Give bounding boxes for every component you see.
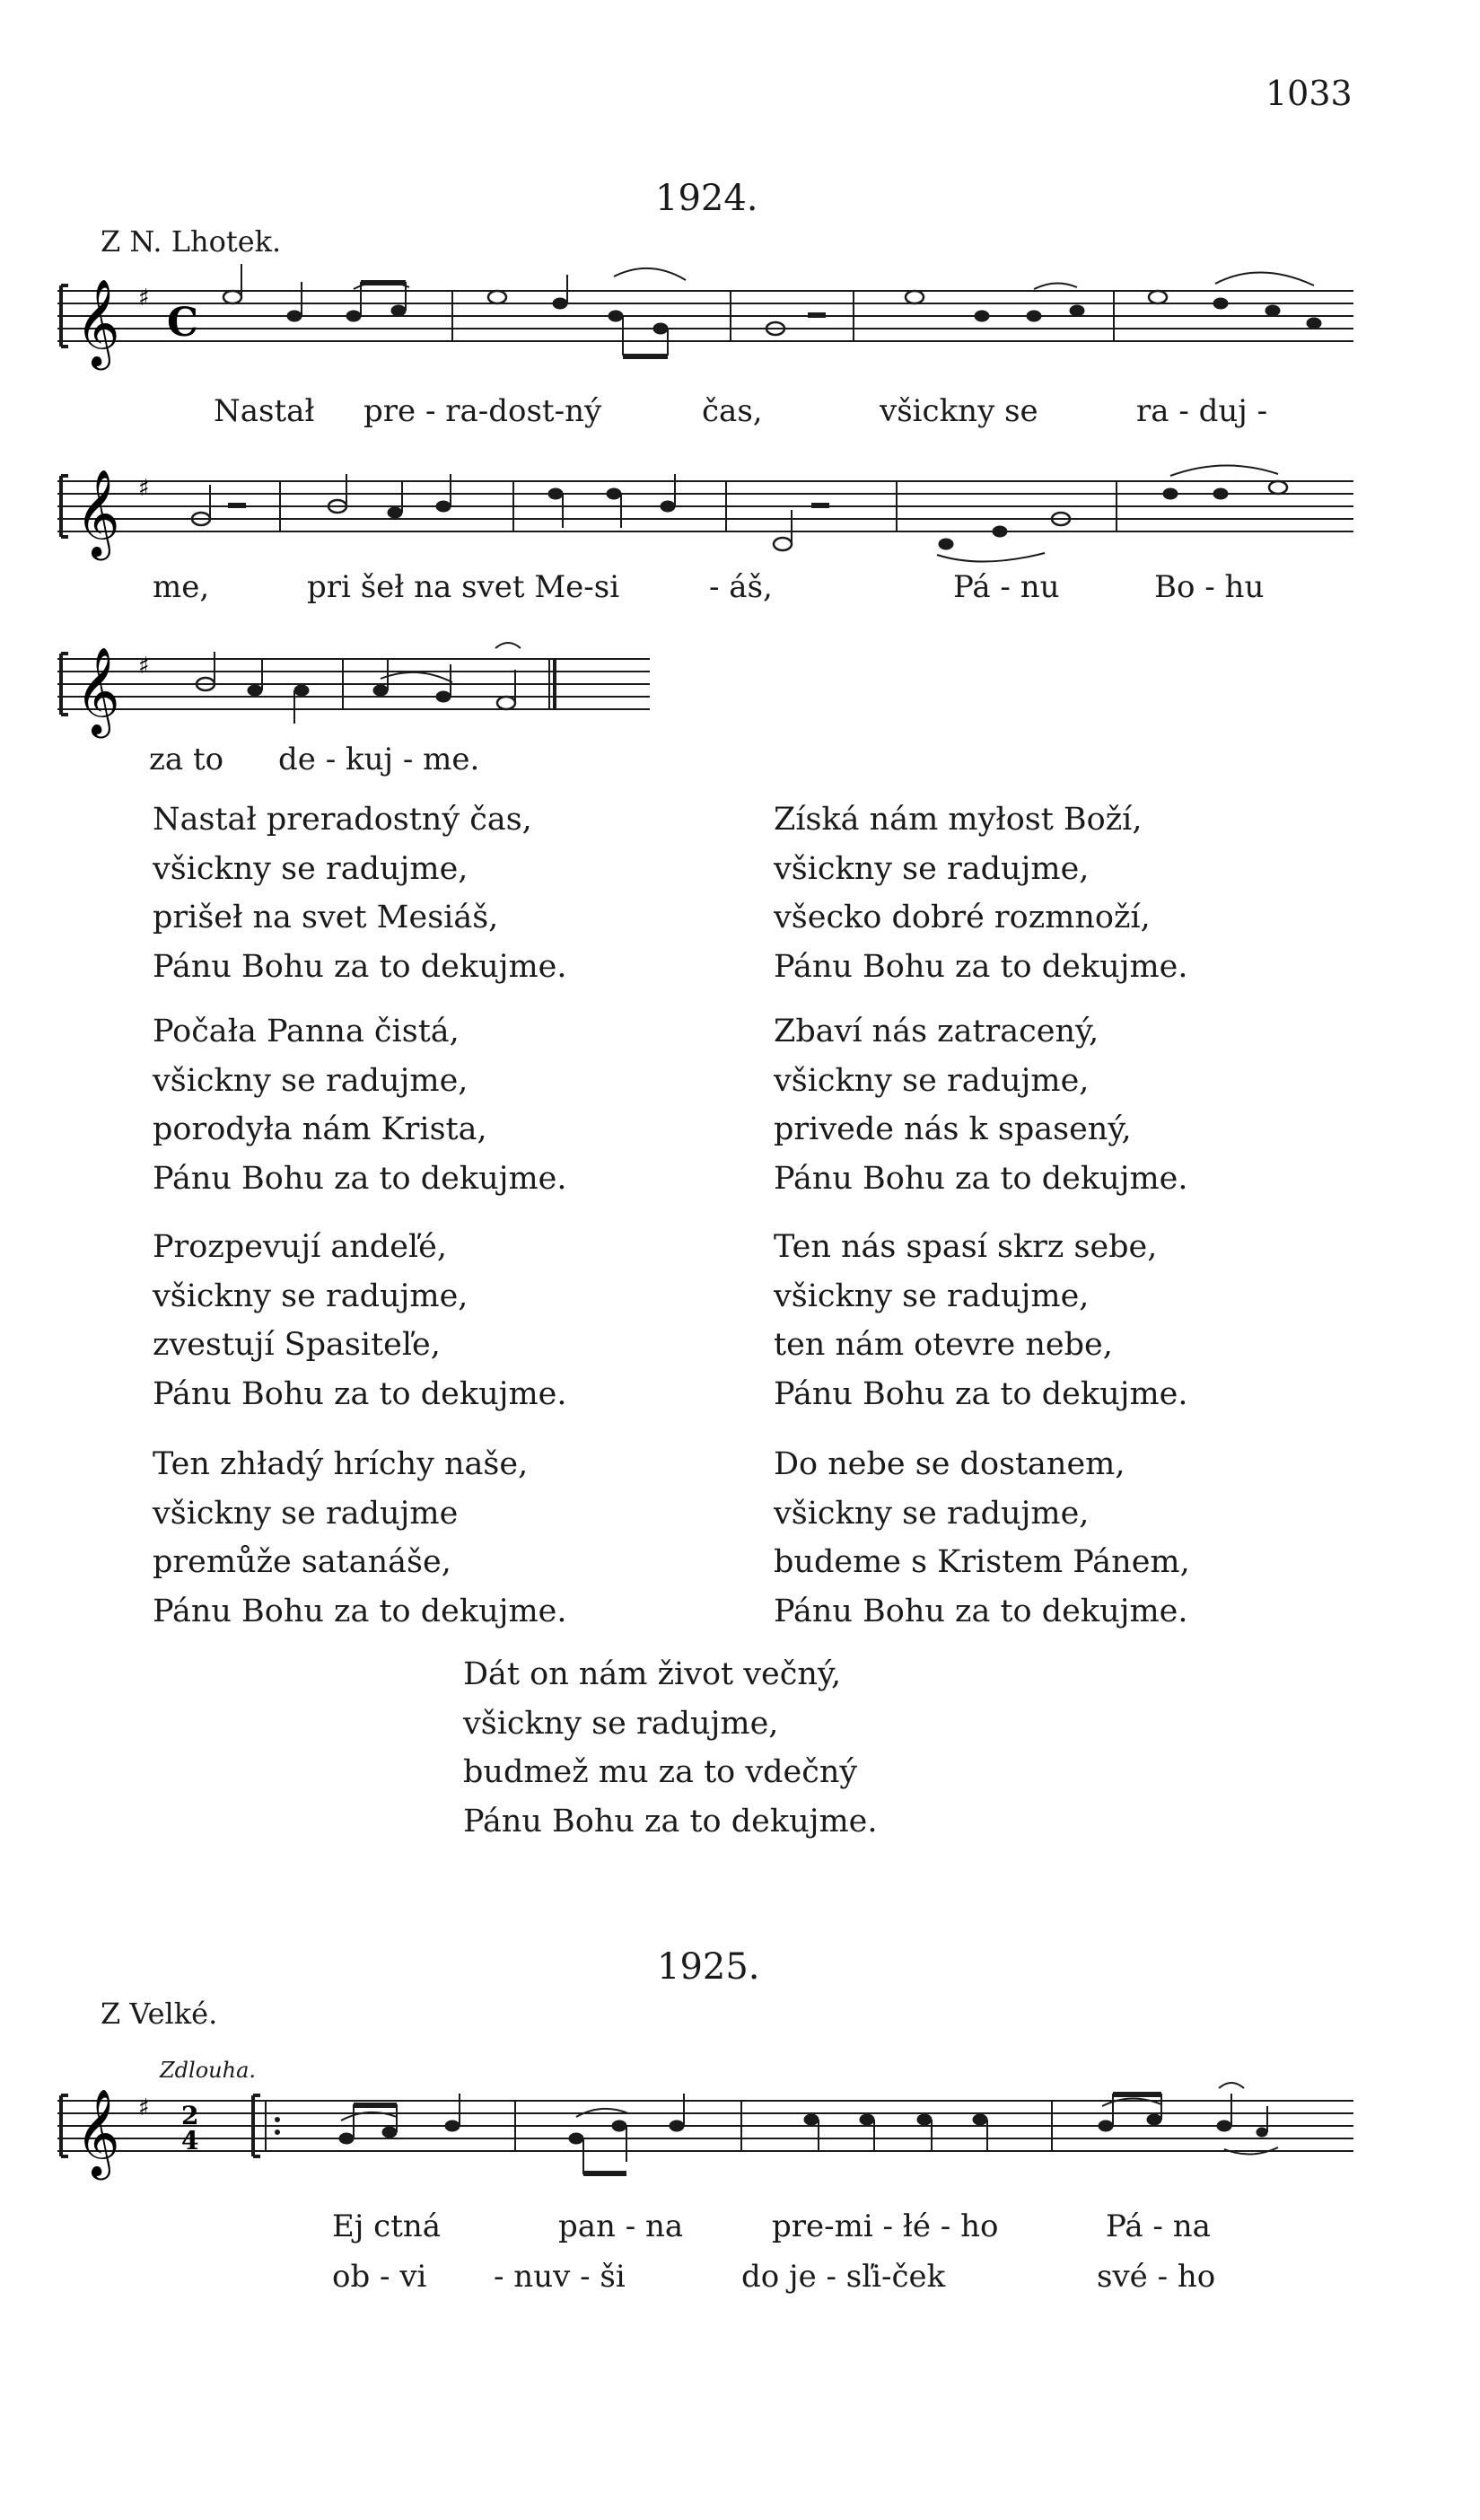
music-staff-4 xyxy=(57,2085,1359,2183)
song-number-1925: 1925. xyxy=(657,1946,760,1988)
staff2-lyric-3: - áš, xyxy=(709,569,773,605)
stanza-left-3: Prozpevují andeľé, všickny se radujme, zvestují Spasiteľe, Pánu Bohu za to dekujme. xyxy=(153,1229,567,1412)
staff2-lyric-1: me, xyxy=(153,569,210,605)
staff1-lyric-2: pre - ra-dost-ný xyxy=(363,393,602,429)
song-origin-1924: Z N. Lhotek. xyxy=(101,224,282,259)
svg-text:♯: ♯ xyxy=(138,2094,150,2121)
verse2-lyric-2: - nuv - ši xyxy=(494,2259,626,2295)
staff2-lyric-2: pri šeł na svet Me-si xyxy=(307,569,620,605)
verse2-lyric-4: své - ho xyxy=(1097,2259,1216,2295)
time-signature-bottom: 4 xyxy=(181,2126,199,2156)
page-number: 1033 xyxy=(1265,74,1353,113)
treble-clef-icon: 𝄞 xyxy=(75,278,120,366)
stanza-right-1: Získá nám myłost Boží, všickny se radujme, všecko dobré rozmnoží, Pánu Bohu za to dekujme. xyxy=(774,802,1188,985)
tempo-marking: Zdlouha. xyxy=(160,2058,257,2083)
treble-clef-icon: 𝄞 xyxy=(75,469,120,557)
stanza-left-4: Ten zhładý hríchy naše, všickny se radujme premůže satanáše, Pánu Bohu za to dekujme. xyxy=(153,1446,567,1629)
stanza-right-4: Do nebe se dostanem, všickny se radujme, budeme s Kristem Pánem, Pánu Bohu za to dekujme. xyxy=(774,1446,1190,1629)
staff3-lyric-1: za to xyxy=(149,742,224,777)
music-staff-3 xyxy=(57,643,668,733)
stanza-right-3: Ten nás spasí skrz sebe, všickny se radujme, ten nám otevre nebe, Pánu Bohu za to dekujme. xyxy=(774,1229,1188,1412)
verse1-lyric-3: pre-mi - łé - ho xyxy=(772,2208,999,2244)
svg-text:♯: ♯ xyxy=(138,475,150,502)
treble-clef-icon: 𝄞 xyxy=(75,2088,120,2176)
staff2-lyric-4: Pá - nu xyxy=(953,569,1060,605)
staff2-lyric-5: Bo - hu xyxy=(1154,569,1265,605)
svg-text:♯: ♯ xyxy=(138,653,150,680)
staff3-lyric-2: de - kuj - me. xyxy=(278,742,480,777)
staff1-lyric-1: Nastał xyxy=(214,393,315,429)
verse2-lyric-3: do je - sľi-ček xyxy=(741,2259,946,2295)
stanza-final: Dát on nám život večný, všickny se radujme, budmež mu za to vdečný Pánu Bohu za to dekujme. xyxy=(463,1656,878,1840)
svg-text:♯: ♯ xyxy=(138,285,150,312)
time-signature-top: 2 xyxy=(181,2101,199,2130)
staff1-lyric-5: ra - duj - xyxy=(1136,393,1268,429)
verse1-lyric-1: Ej ctná xyxy=(332,2208,442,2244)
stanza-left-2: Počała Panna čistá, všickny se radujme, porodyła nám Krista, Pánu Bohu za to dekujme. xyxy=(153,1014,567,1197)
stanza-left-1: Nastał preradostný čas, všickny se radujme, prišeł na svet Mesiáš, Pánu Bohu za to dekujme. xyxy=(153,802,567,985)
staff1-lyric-3: čas, xyxy=(702,393,763,429)
verse1-lyric-4: Pá - na xyxy=(1106,2208,1211,2244)
staff1-lyric-4: všickny se xyxy=(880,393,1038,429)
svg-text:C: C xyxy=(167,300,199,346)
music-staff-1 xyxy=(57,275,1359,364)
song-number-1924: 1924. xyxy=(655,178,758,219)
music-staff-2 xyxy=(57,465,1359,555)
stanza-right-2: Zbaví nás zatracený, všickny se radujme, privede nás k spasený, Pánu Bohu za to dekujme. xyxy=(774,1014,1188,1197)
song-origin-1925: Z Velké. xyxy=(101,1997,218,2031)
treble-clef-icon: 𝄞 xyxy=(75,646,120,734)
verse2-lyric-1: ob - vi xyxy=(332,2259,427,2295)
verse1-lyric-2: pan - na xyxy=(558,2208,684,2244)
